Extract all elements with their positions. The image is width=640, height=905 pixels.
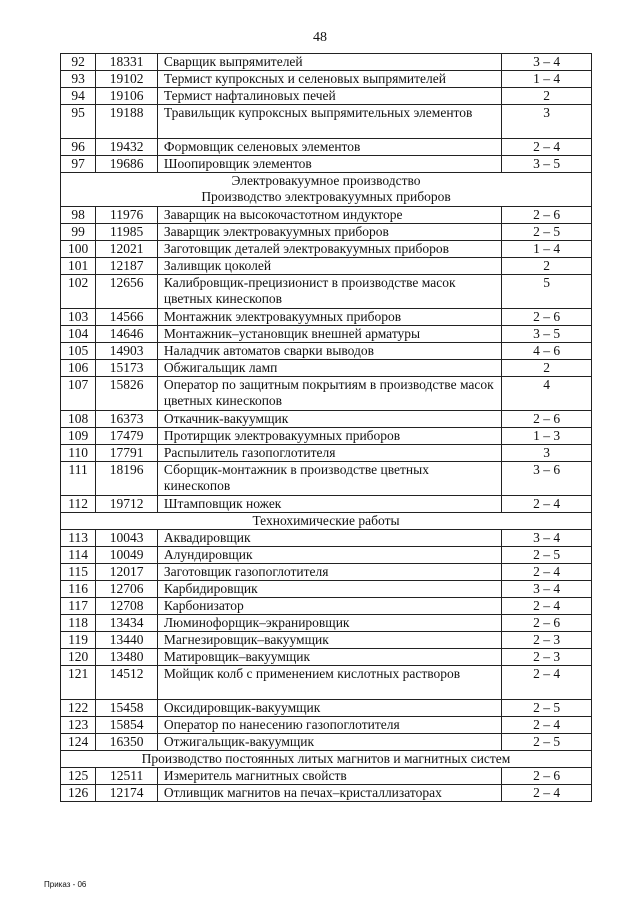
section-heading: Производство постоянных литых магнитов и магнитных систем (61, 751, 592, 768)
profession-name: Сборщик-монтажник в производстве цветных кинескопов (157, 462, 501, 496)
table-row (61, 700, 592, 717)
profession-name: Оператор по нанесению газопоглотителя (157, 717, 501, 734)
table-row (61, 88, 592, 105)
row-number: 109 (61, 428, 96, 445)
section-title: Электровакуумное производство (231, 173, 421, 188)
row-number: 95 (61, 105, 96, 139)
table-row (61, 428, 592, 445)
profession-name: Карбонизатор (157, 598, 501, 615)
table-row (61, 54, 592, 71)
profession-name: Обжигальщик ламп (157, 360, 501, 377)
table-row (61, 224, 592, 241)
profession-name: Распылитель газопоглотителя (157, 445, 501, 462)
profession-name: Протирщик электровакуумных приборов (157, 428, 501, 445)
row-number: 93 (61, 71, 96, 88)
profession-code: 17791 (96, 445, 158, 462)
table-row (61, 581, 592, 598)
profession-name: Травильщик купроксных выпрямительных элементов (157, 105, 501, 139)
grade-range: 3 – 4 (502, 530, 592, 547)
table-row (61, 309, 592, 326)
profession-name: Заварщик на высокочастотном индукторе (157, 207, 501, 224)
grade-range: 2 – 4 (502, 139, 592, 156)
section-subtitle: Производство электровакуумных приборов (201, 189, 451, 204)
profession-code: 14646 (96, 326, 158, 343)
profession-name: Заготовщик деталей электровакуумных приборов (157, 241, 501, 258)
table-row (61, 615, 592, 632)
grade-range: 1 – 4 (502, 241, 592, 258)
profession-name: Заливщик цоколей (157, 258, 501, 275)
row-number: 99 (61, 224, 96, 241)
profession-code: 12174 (96, 785, 158, 802)
grade-range: 2 – 6 (502, 615, 592, 632)
row-number: 116 (61, 581, 96, 598)
grade-range: 2 – 4 (502, 717, 592, 734)
grade-range: 3 – 4 (502, 581, 592, 598)
grade-range: 4 – 6 (502, 343, 592, 360)
profession-name: Штамповщик ножек (157, 496, 501, 513)
grade-range: 4 (502, 377, 592, 411)
profession-name: Измеритель магнитных свойств (157, 768, 501, 785)
grade-range: 2 – 6 (502, 411, 592, 428)
profession-name: Монтажник электровакуумных приборов (157, 309, 501, 326)
table-row (61, 139, 592, 156)
row-number: 112 (61, 496, 96, 513)
grade-range: 2 – 5 (502, 547, 592, 564)
row-number: 111 (61, 462, 96, 496)
table-row (61, 326, 592, 343)
section-heading: Технохимические работы (61, 513, 592, 530)
table-row (61, 156, 592, 173)
section-heading-row (61, 173, 592, 207)
table-row (61, 241, 592, 258)
profession-name: Отжигальщик-вакуумщик (157, 734, 501, 751)
row-number: 96 (61, 139, 96, 156)
profession-code: 12017 (96, 564, 158, 581)
row-number: 113 (61, 530, 96, 547)
row-number: 103 (61, 309, 96, 326)
row-number: 118 (61, 615, 96, 632)
profession-code: 19106 (96, 88, 158, 105)
grade-range: 2 (502, 258, 592, 275)
profession-code: 12187 (96, 258, 158, 275)
table-row (61, 768, 592, 785)
profession-code: 15173 (96, 360, 158, 377)
grade-range: 2 – 5 (502, 700, 592, 717)
profession-code: 15854 (96, 717, 158, 734)
profession-code: 12656 (96, 275, 158, 309)
profession-code: 14903 (96, 343, 158, 360)
row-number: 121 (61, 666, 96, 700)
section-heading-row (61, 513, 592, 530)
row-number: 105 (61, 343, 96, 360)
profession-code: 11976 (96, 207, 158, 224)
table-row (61, 275, 592, 309)
row-number: 120 (61, 649, 96, 666)
profession-code: 16373 (96, 411, 158, 428)
profession-name: Формовщик селеновых элементов (157, 139, 501, 156)
row-number: 114 (61, 547, 96, 564)
profession-code: 19712 (96, 496, 158, 513)
table-row (61, 377, 592, 411)
profession-code: 17479 (96, 428, 158, 445)
profession-code: 13434 (96, 615, 158, 632)
grade-range: 3 – 4 (502, 54, 592, 71)
table-row (61, 462, 592, 496)
grade-range: 2 – 3 (502, 649, 592, 666)
profession-code: 12021 (96, 241, 158, 258)
row-number: 101 (61, 258, 96, 275)
table-row (61, 547, 592, 564)
profession-name: Магнезировщик–вакуумщик (157, 632, 501, 649)
profession-name: Термист купроксных и селеновых выпрямителей (157, 71, 501, 88)
grade-range: 3 – 5 (502, 156, 592, 173)
grade-range: 2 – 4 (502, 598, 592, 615)
profession-code: 19102 (96, 71, 158, 88)
table-row (61, 71, 592, 88)
section-heading-row (61, 751, 592, 768)
profession-name: Заварщик электровакуумных приборов (157, 224, 501, 241)
footer-note: Приказ - 06 (44, 880, 87, 889)
profession-name: Оксидировщик-вакуумщик (157, 700, 501, 717)
row-number: 119 (61, 632, 96, 649)
profession-code: 13440 (96, 632, 158, 649)
row-number: 106 (61, 360, 96, 377)
table-row (61, 598, 592, 615)
table-row (61, 207, 592, 224)
profession-code: 14512 (96, 666, 158, 700)
profession-name: Заготовщик газопоглотителя (157, 564, 501, 581)
row-number: 117 (61, 598, 96, 615)
grade-range: 2 – 6 (502, 207, 592, 224)
table-row (61, 564, 592, 581)
row-number: 126 (61, 785, 96, 802)
row-number: 115 (61, 564, 96, 581)
grade-range: 2 – 6 (502, 309, 592, 326)
table-row (61, 258, 592, 275)
row-number: 108 (61, 411, 96, 428)
row-number: 123 (61, 717, 96, 734)
row-number: 94 (61, 88, 96, 105)
profession-code: 19432 (96, 139, 158, 156)
profession-code: 13480 (96, 649, 158, 666)
row-number: 122 (61, 700, 96, 717)
table-row (61, 496, 592, 513)
grade-range: 2 – 5 (502, 224, 592, 241)
profession-name: Откачник-вакуумщик (157, 411, 501, 428)
grade-range: 1 – 3 (502, 428, 592, 445)
professions-table (60, 53, 592, 802)
grade-range: 2 – 5 (502, 734, 592, 751)
row-number: 92 (61, 54, 96, 71)
row-number: 97 (61, 156, 96, 173)
grade-range: 3 (502, 445, 592, 462)
table-row (61, 530, 592, 547)
row-number: 102 (61, 275, 96, 309)
profession-code: 18331 (96, 54, 158, 71)
row-number: 98 (61, 207, 96, 224)
section-heading (61, 173, 592, 207)
table-row (61, 360, 592, 377)
profession-code: 15458 (96, 700, 158, 717)
row-number: 124 (61, 734, 96, 751)
profession-code: 16350 (96, 734, 158, 751)
profession-code: 12706 (96, 581, 158, 598)
profession-code: 14566 (96, 309, 158, 326)
grade-range: 3 – 5 (502, 326, 592, 343)
row-number: 107 (61, 377, 96, 411)
grade-range: 2 – 3 (502, 632, 592, 649)
table-row (61, 632, 592, 649)
profession-name: Люминофорщик–экранировщик (157, 615, 501, 632)
profession-code: 19686 (96, 156, 158, 173)
profession-name: Карбидировщик (157, 581, 501, 598)
profession-name: Термист нафталиновых печей (157, 88, 501, 105)
profession-name: Сварщик выпрямителей (157, 54, 501, 71)
grade-range: 2 (502, 360, 592, 377)
table-row (61, 666, 592, 700)
grade-range: 1 – 4 (502, 71, 592, 88)
table-row (61, 105, 592, 139)
profession-name: Наладчик автоматов сварки выводов (157, 343, 501, 360)
table-row (61, 649, 592, 666)
grade-range: 3 (502, 105, 592, 139)
grade-range: 5 (502, 275, 592, 309)
grade-range: 3 – 6 (502, 462, 592, 496)
profession-name: Алундировщик (157, 547, 501, 564)
profession-code: 12708 (96, 598, 158, 615)
row-number: 104 (61, 326, 96, 343)
profession-code: 10043 (96, 530, 158, 547)
grade-range: 2 – 4 (502, 564, 592, 581)
profession-code: 15826 (96, 377, 158, 411)
profession-name: Мойщик колб с применением кислотных растворов (157, 666, 501, 700)
profession-name: Матировщик–вакуумщик (157, 649, 501, 666)
row-number: 125 (61, 768, 96, 785)
grade-range: 2 – 4 (502, 666, 592, 700)
page-number: 48 (313, 30, 327, 45)
table-row (61, 785, 592, 802)
table-row (61, 411, 592, 428)
profession-code: 10049 (96, 547, 158, 564)
profession-code: 18196 (96, 462, 158, 496)
profession-name: Оператор по защитным покрытиям в производстве масок цветных кинескопов (157, 377, 501, 411)
grade-range: 2 – 6 (502, 768, 592, 785)
profession-name: Аквадировщик (157, 530, 501, 547)
profession-code: 11985 (96, 224, 158, 241)
profession-name: Монтажник–установщик внешней арматуры (157, 326, 501, 343)
table-row (61, 445, 592, 462)
profession-name: Калибровщик-прецизионист в производстве масок цветных кинескопов (157, 275, 501, 309)
grade-range: 2 (502, 88, 592, 105)
profession-code: 19188 (96, 105, 158, 139)
row-number: 110 (61, 445, 96, 462)
table-row (61, 343, 592, 360)
table-row (61, 734, 592, 751)
profession-code: 12511 (96, 768, 158, 785)
grade-range: 2 – 4 (502, 785, 592, 802)
grade-range: 2 – 4 (502, 496, 592, 513)
row-number: 100 (61, 241, 96, 258)
profession-name: Отливщик магнитов на печах–кристаллизаторах (157, 785, 501, 802)
table-row (61, 717, 592, 734)
profession-name: Шоопировщик элементов (157, 156, 501, 173)
